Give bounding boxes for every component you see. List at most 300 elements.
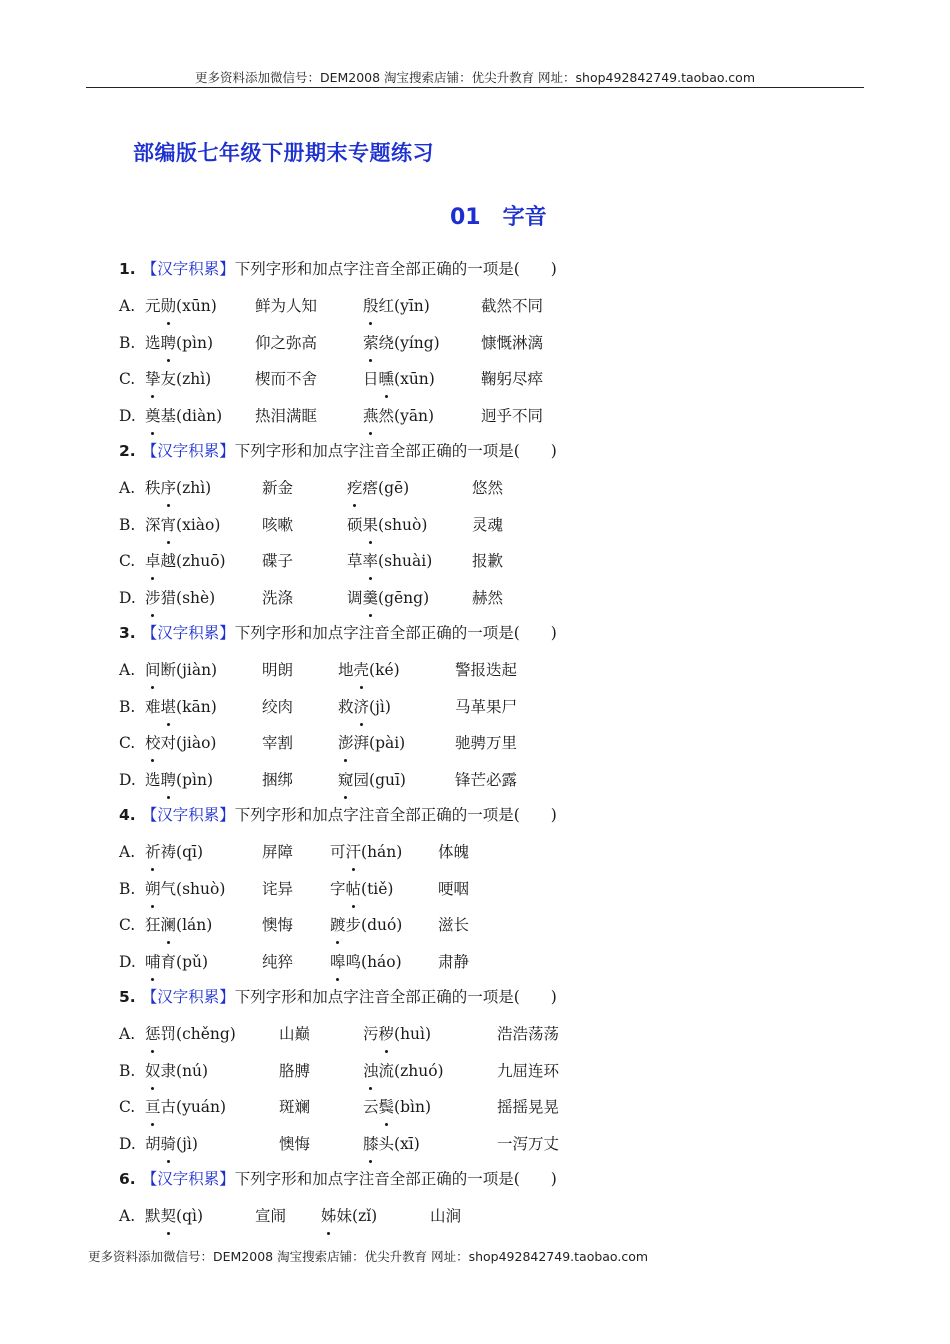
- option-row: [119, 328, 839, 365]
- question-number: 6.: [119, 1170, 136, 1188]
- dotted-char: 宵: [161, 510, 177, 540]
- item-text: 默: [145, 1207, 161, 1225]
- option-letter: A.: [119, 1207, 136, 1225]
- option-item: [430, 1201, 461, 1231]
- item-pinyin: 罚(chěng): [160, 1025, 236, 1043]
- item-pinyin: 步(duó): [345, 916, 403, 934]
- option-item: [472, 473, 503, 503]
- option-item: [262, 692, 293, 722]
- option-item: [262, 655, 293, 685]
- option-item: [262, 837, 293, 867]
- dotted-char: 羹: [363, 583, 379, 613]
- dotted-char: 契: [161, 1201, 177, 1231]
- item-pinyin: (huì): [394, 1025, 432, 1043]
- item-pinyin: (tiě): [361, 879, 394, 898]
- item-pinyin: (xūn): [176, 297, 217, 315]
- option-item: [347, 473, 409, 503]
- header-divider: [86, 87, 864, 88]
- item-text: 草: [347, 552, 363, 570]
- item-text: 慷慨淋漓: [481, 333, 544, 352]
- question-tag: 【汉字积累】: [141, 988, 235, 1006]
- dotted-char: 帖: [346, 874, 362, 904]
- dotted-char: 姊: [321, 1201, 337, 1231]
- question-stem: [119, 619, 839, 655]
- option-item: [338, 728, 405, 758]
- question-block: [119, 437, 839, 619]
- item-text: 迥乎不同: [481, 406, 544, 425]
- item-text: 警报迭起: [455, 661, 518, 679]
- question-tag: 【汉字积累】: [141, 624, 235, 642]
- item-pinyin: (shuò): [378, 515, 428, 534]
- item-pinyin: 越(zhuō): [160, 552, 226, 570]
- item-text: 鞠躬尽瘁: [481, 370, 544, 388]
- dotted-char: 惩: [145, 1019, 161, 1049]
- dotted-char: 嗥: [330, 947, 346, 977]
- option-letter: A.: [119, 843, 136, 861]
- question-text: 下列字形和加点字注音全部正确的一项是( ): [234, 442, 557, 460]
- question-tag: 【汉字积累】: [141, 1170, 235, 1188]
- item-text: 新金: [262, 479, 294, 497]
- item-pinyin: 鸣(háo): [345, 952, 402, 971]
- option-item: [262, 546, 293, 576]
- item-pinyin: 绕(yíng): [378, 333, 440, 352]
- question-number: 1.: [119, 260, 136, 278]
- item-text: 报歉: [472, 552, 504, 570]
- item-text: 元: [145, 297, 161, 315]
- dotted-char: 率: [363, 546, 379, 576]
- question-text: 下列字形和加点字注音全部正确的一项是( ): [234, 1170, 557, 1188]
- option-item: [438, 910, 469, 940]
- dotted-char: 踱: [330, 910, 346, 940]
- option-item: [145, 837, 203, 867]
- dotted-char: 济: [354, 692, 370, 722]
- dotted-char: 澎: [338, 728, 354, 758]
- option-row: [119, 291, 839, 328]
- item-text: 字: [330, 879, 346, 898]
- option-item: [363, 401, 434, 431]
- item-text: 热泪满眶: [255, 406, 318, 425]
- question-text: 下列字形和加点字注音全部正确的一项是( ): [234, 806, 557, 824]
- item-text: 污: [363, 1025, 379, 1043]
- dotted-char: 间: [145, 655, 161, 685]
- dotted-char: 序: [161, 473, 177, 503]
- option-item: [481, 401, 543, 431]
- question-text: 下列字形和加点字注音全部正确的一项是( ): [234, 624, 557, 642]
- option-row: [119, 837, 839, 874]
- page-footer: 更多资料添加微信号：DEM2008 淘宝搜索店铺：优尖升教育 网址：shop492842749.taobao.com: [88, 1249, 649, 1264]
- option-item: [145, 728, 216, 758]
- item-pinyin: 基(diàn): [160, 406, 223, 425]
- option-item: [145, 401, 222, 431]
- option-item: [145, 874, 225, 904]
- dotted-char: 疙: [347, 473, 363, 503]
- item-text: 屏障: [262, 843, 294, 861]
- item-text: 明朗: [262, 661, 294, 679]
- option-item: [145, 947, 208, 977]
- item-text: 体魄: [438, 843, 470, 861]
- dotted-char: 膝: [363, 1129, 379, 1159]
- option-row: [119, 546, 839, 583]
- item-text: 一泻万丈: [497, 1134, 560, 1153]
- question-stem: [119, 437, 839, 473]
- option-letter: D.: [119, 770, 136, 789]
- question-list: [119, 255, 839, 1238]
- item-text: 驰骋万里: [455, 734, 518, 752]
- option-item: [279, 1056, 310, 1086]
- item-text: 救: [338, 697, 354, 716]
- dotted-char: 卓: [145, 546, 161, 576]
- item-pinyin: (ké): [369, 661, 400, 679]
- item-pinyin: (qì): [176, 1207, 204, 1225]
- item-pinyin: (jì): [176, 1134, 198, 1153]
- page-header: 更多资料添加微信号：DEM2008 淘宝搜索店铺：优尖升教育 网址：shop492842749.taobao.com: [194, 70, 756, 85]
- dotted-char: 曛: [379, 364, 395, 394]
- option-item: [279, 1019, 310, 1049]
- option-item: [455, 728, 517, 758]
- option-letter: D.: [119, 588, 136, 607]
- option-letter: B.: [119, 879, 136, 898]
- item-text: 选: [145, 770, 161, 789]
- dotted-char: 朔: [145, 874, 161, 904]
- question-block: [119, 1165, 839, 1238]
- item-pinyin: (pìn): [176, 770, 213, 789]
- item-text: 诧异: [262, 879, 294, 898]
- dotted-char: 聘: [161, 765, 177, 795]
- item-pinyin: 妹(zǐ): [336, 1207, 378, 1225]
- option-item: [262, 947, 293, 977]
- option-item: [455, 765, 517, 795]
- dotted-char: 壳: [354, 655, 370, 685]
- item-pinyin: 祷(qī): [160, 843, 203, 861]
- option-item: [262, 874, 293, 904]
- item-text: 碟子: [262, 552, 294, 570]
- item-text: 山涧: [430, 1207, 462, 1225]
- item-text: 截然不同: [481, 297, 544, 315]
- item-text: 山巅: [279, 1025, 311, 1043]
- option-item: [338, 692, 391, 722]
- dotted-char: 奴: [145, 1056, 161, 1086]
- dotted-char: 涉: [145, 583, 161, 613]
- item-text: 胡: [145, 1134, 161, 1153]
- item-pinyin: 园(guī): [353, 770, 406, 789]
- item-text: 肃静: [438, 952, 470, 971]
- item-pinyin: 隶(nú): [160, 1061, 209, 1080]
- dotted-char: 挚: [145, 364, 161, 394]
- item-pinyin: (lán): [176, 916, 213, 934]
- option-letter: A.: [119, 1025, 136, 1043]
- item-text: 绞肉: [262, 697, 294, 716]
- item-pinyin: (jì): [369, 697, 391, 716]
- question-tag: 【汉字积累】: [141, 260, 235, 278]
- item-text: 秩: [145, 479, 161, 497]
- question-stem: [119, 983, 839, 1019]
- option-item: [262, 910, 293, 940]
- option-letter: D.: [119, 952, 136, 971]
- item-text: 九屈连环: [497, 1061, 560, 1080]
- option-letter: D.: [119, 406, 136, 425]
- item-pinyin: (shuài): [378, 552, 433, 570]
- item-pinyin: 断(jiàn): [160, 661, 218, 679]
- option-row: [119, 1129, 839, 1166]
- item-pinyin: (kān): [176, 697, 217, 716]
- option-row: [119, 364, 839, 401]
- option-item: [338, 765, 406, 795]
- item-pinyin: 红(yīn): [378, 297, 430, 315]
- dotted-char: 窥: [338, 765, 354, 795]
- option-item: [363, 291, 430, 321]
- document-title: 部编版七年级下册期末专题练习: [133, 141, 434, 165]
- option-item: [262, 473, 293, 503]
- option-item: [472, 510, 503, 540]
- item-text: 可: [330, 843, 346, 861]
- question-number: 4.: [119, 806, 136, 824]
- option-item: [438, 947, 469, 977]
- option-item: [497, 1092, 559, 1122]
- item-text: 仰之弥高: [255, 333, 318, 352]
- dotted-char: 哺: [145, 947, 161, 977]
- item-text: 捆绑: [262, 770, 294, 789]
- option-item: [145, 291, 217, 321]
- option-letter: C.: [119, 1098, 136, 1116]
- item-text: 摇摇晃晃: [497, 1098, 560, 1116]
- item-text: 懊悔: [262, 916, 294, 934]
- dotted-char: 浊: [363, 1056, 379, 1086]
- item-text: 楔而不舍: [255, 370, 318, 388]
- option-row: [119, 473, 839, 510]
- item-text: 灵魂: [472, 515, 504, 534]
- option-letter: B.: [119, 515, 136, 534]
- dotted-char: 勋: [161, 291, 177, 321]
- item-text: 深: [145, 515, 161, 534]
- option-item: [145, 765, 213, 795]
- question-stem: [119, 801, 839, 837]
- question-stem: [119, 255, 839, 291]
- option-letter: C.: [119, 916, 136, 934]
- item-text: 滋长: [438, 916, 470, 934]
- option-letter: B.: [119, 697, 136, 716]
- option-item: [262, 510, 293, 540]
- option-item: [472, 546, 503, 576]
- option-item: [347, 510, 427, 540]
- item-text: 选: [145, 333, 161, 352]
- question-number: 5.: [119, 988, 136, 1006]
- item-text: 宣闹: [255, 1207, 287, 1225]
- option-item: [262, 728, 293, 758]
- item-text: 纯猝: [262, 952, 294, 971]
- option-item: [455, 655, 517, 685]
- option-item: [255, 364, 317, 394]
- option-row: [119, 692, 839, 729]
- option-item: [347, 546, 432, 576]
- dotted-char: 亘: [145, 1092, 161, 1122]
- question-stem: [119, 1165, 839, 1201]
- item-pinyin: 对(jiào): [160, 734, 217, 752]
- option-item: [438, 837, 469, 867]
- dotted-char: 鬓: [379, 1092, 395, 1122]
- section-number: 01: [450, 205, 481, 230]
- option-item: [481, 291, 543, 321]
- option-item: [481, 364, 543, 394]
- item-text: 狂: [145, 916, 161, 934]
- dotted-char: 殷: [363, 291, 379, 321]
- option-item: [363, 364, 435, 394]
- option-row: [119, 1056, 839, 1093]
- option-item: [497, 1019, 559, 1049]
- option-letter: A.: [119, 479, 136, 497]
- option-item: [279, 1129, 310, 1159]
- item-text: 咳嗽: [262, 515, 294, 534]
- option-item: [497, 1129, 559, 1159]
- option-item: [262, 765, 293, 795]
- option-item: [255, 1201, 286, 1231]
- item-text: 懊悔: [279, 1134, 311, 1153]
- option-item: [145, 364, 211, 394]
- option-item: [262, 583, 293, 613]
- option-item: [145, 473, 211, 503]
- item-pinyin: (xūn): [394, 370, 435, 388]
- item-pinyin: (pìn): [176, 333, 213, 352]
- option-row: [119, 1201, 839, 1238]
- item-text: 地: [338, 661, 354, 679]
- item-text: 浩浩荡荡: [497, 1025, 560, 1043]
- dotted-char: 堪: [161, 692, 177, 722]
- question-text: 下列字形和加点字注音全部正确的一项是( ): [234, 260, 557, 278]
- option-item: [145, 546, 226, 576]
- dotted-char: 澜: [161, 910, 177, 940]
- option-letter: C.: [119, 370, 136, 388]
- option-item: [255, 328, 317, 358]
- item-text: 调: [347, 588, 363, 607]
- option-item: [145, 510, 220, 540]
- option-letter: C.: [119, 552, 136, 570]
- option-item: [481, 328, 543, 358]
- item-pinyin: (hán): [361, 843, 403, 861]
- dotted-char: 燕: [363, 401, 379, 431]
- dotted-char: 骑: [161, 1129, 177, 1159]
- item-text: 马革果尸: [455, 697, 518, 716]
- item-text: 锋芒必露: [455, 770, 518, 789]
- option-row: [119, 947, 839, 984]
- item-pinyin: (bìn): [394, 1098, 431, 1116]
- dotted-char: 校: [145, 728, 161, 758]
- question-block: [119, 801, 839, 983]
- option-item: [472, 583, 503, 613]
- dotted-char: 萦: [363, 328, 379, 358]
- option-item: [145, 655, 217, 685]
- question-block: [119, 619, 839, 801]
- option-item: [145, 1129, 198, 1159]
- option-row: [119, 910, 839, 947]
- option-item: [145, 910, 212, 940]
- dotted-char: 聘: [161, 328, 177, 358]
- item-text: 硕: [347, 515, 363, 534]
- item-pinyin: 猎(shè): [160, 588, 216, 607]
- option-row: [119, 510, 839, 547]
- item-pinyin: (gēng): [378, 588, 430, 607]
- item-text: 胳膊: [279, 1061, 311, 1080]
- item-text: 洗涤: [262, 588, 294, 607]
- item-pinyin: 友(zhì): [160, 370, 212, 388]
- option-item: [497, 1056, 559, 1086]
- option-row: [119, 401, 839, 438]
- item-pinyin: 气(shuò): [160, 879, 226, 898]
- item-pinyin: 育(pǔ): [160, 952, 209, 971]
- item-text: 斑斓: [279, 1098, 311, 1116]
- option-row: [119, 874, 839, 911]
- option-item: [145, 1019, 236, 1049]
- option-item: [363, 1056, 444, 1086]
- item-pinyin: 头(xī): [378, 1134, 420, 1153]
- dotted-char: 奠: [145, 401, 161, 431]
- item-pinyin: (zhì): [176, 479, 212, 497]
- option-row: [119, 655, 839, 692]
- section-title: [450, 200, 547, 231]
- option-row: [119, 1092, 839, 1129]
- item-text: 难: [145, 697, 161, 716]
- option-letter: B.: [119, 1061, 136, 1080]
- item-text: 日: [363, 370, 379, 388]
- option-item: [145, 583, 215, 613]
- option-item: [363, 1092, 431, 1122]
- item-text: 鲜为人知: [255, 297, 318, 315]
- option-item: [455, 692, 517, 722]
- option-letter: A.: [119, 297, 136, 315]
- item-pinyin: (xiào): [176, 515, 221, 534]
- question-block: [119, 255, 839, 437]
- option-item: [145, 1201, 203, 1231]
- item-text: 哽咽: [438, 879, 470, 898]
- option-row: [119, 583, 839, 620]
- dotted-char: 汗: [346, 837, 362, 867]
- item-pinyin: 瘩(gē): [362, 479, 410, 497]
- item-pinyin: 古(yuán): [160, 1098, 227, 1116]
- section-name: 字音: [502, 205, 547, 230]
- option-item: [255, 291, 317, 321]
- option-item: [363, 1129, 420, 1159]
- question-block: [119, 983, 839, 1165]
- option-item: [145, 1056, 208, 1086]
- item-text: 赫然: [472, 588, 504, 607]
- item-text: 悠然: [472, 479, 504, 497]
- option-item: [279, 1092, 310, 1122]
- option-item: [321, 1201, 377, 1231]
- option-item: [145, 328, 213, 358]
- option-row: [119, 1019, 839, 1056]
- option-item: [330, 910, 402, 940]
- option-item: [255, 401, 317, 431]
- option-item: [330, 874, 393, 904]
- option-item: [145, 692, 217, 722]
- dotted-char: 果: [363, 510, 379, 540]
- option-letter: C.: [119, 734, 136, 752]
- option-row: [119, 728, 839, 765]
- option-item: [330, 947, 402, 977]
- option-item: [438, 874, 469, 904]
- question-number: 3.: [119, 624, 136, 642]
- dotted-char: 秽: [379, 1019, 395, 1049]
- option-item: [347, 583, 429, 613]
- option-item: [330, 837, 402, 867]
- option-letter: A.: [119, 661, 136, 679]
- question-text: 下列字形和加点字注音全部正确的一项是( ): [234, 988, 557, 1006]
- option-row: [119, 765, 839, 802]
- option-item: [338, 655, 400, 685]
- question-tag: 【汉字积累】: [141, 442, 235, 460]
- item-pinyin: 流(zhuó): [378, 1061, 444, 1080]
- item-text: 云: [363, 1098, 379, 1116]
- option-letter: B.: [119, 333, 136, 352]
- option-item: [145, 1092, 226, 1122]
